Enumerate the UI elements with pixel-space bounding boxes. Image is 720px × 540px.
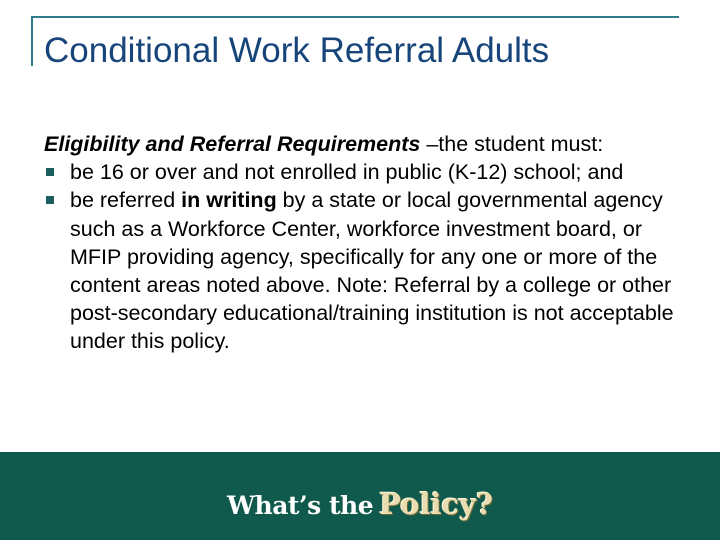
bullet-text-1: be 16 or over and not enrolled in public (K-12) school; and: [70, 160, 624, 185]
list-item: [44, 158, 684, 186]
bullet-text-2-pre: be referred: [70, 188, 182, 213]
slide-title: Conditional Work Referral Adults: [44, 31, 550, 70]
footer-text-policy: Policy?: [379, 487, 494, 521]
list-item: [44, 186, 684, 355]
square-bullet-icon: [46, 196, 54, 204]
bullet-text-2-post: by a state or local governmental agency such as a Workforce Center, workforce investment board, or MFIP providing agency, specifically for any one or more of the content areas noted above. Note: Referral by a college or other post-secondary educational/training institution is not acceptable under this policy.: [70, 188, 674, 354]
title-frame-top-line: [31, 16, 679, 18]
intro-rest: –the student must:: [420, 132, 604, 156]
intro-lead: Eligibility and Referral Requirements: [44, 132, 421, 156]
requirements-list: [44, 158, 684, 355]
title-frame-left-line: [31, 16, 33, 66]
intro-paragraph: [44, 130, 684, 158]
footer-text-whats-the: What’s the: [226, 491, 374, 520]
footer-logo: [0, 487, 720, 521]
square-bullet-icon: [46, 168, 54, 176]
slide-body: [44, 130, 684, 356]
bullet-text-2-bold: in writing: [181, 188, 277, 213]
